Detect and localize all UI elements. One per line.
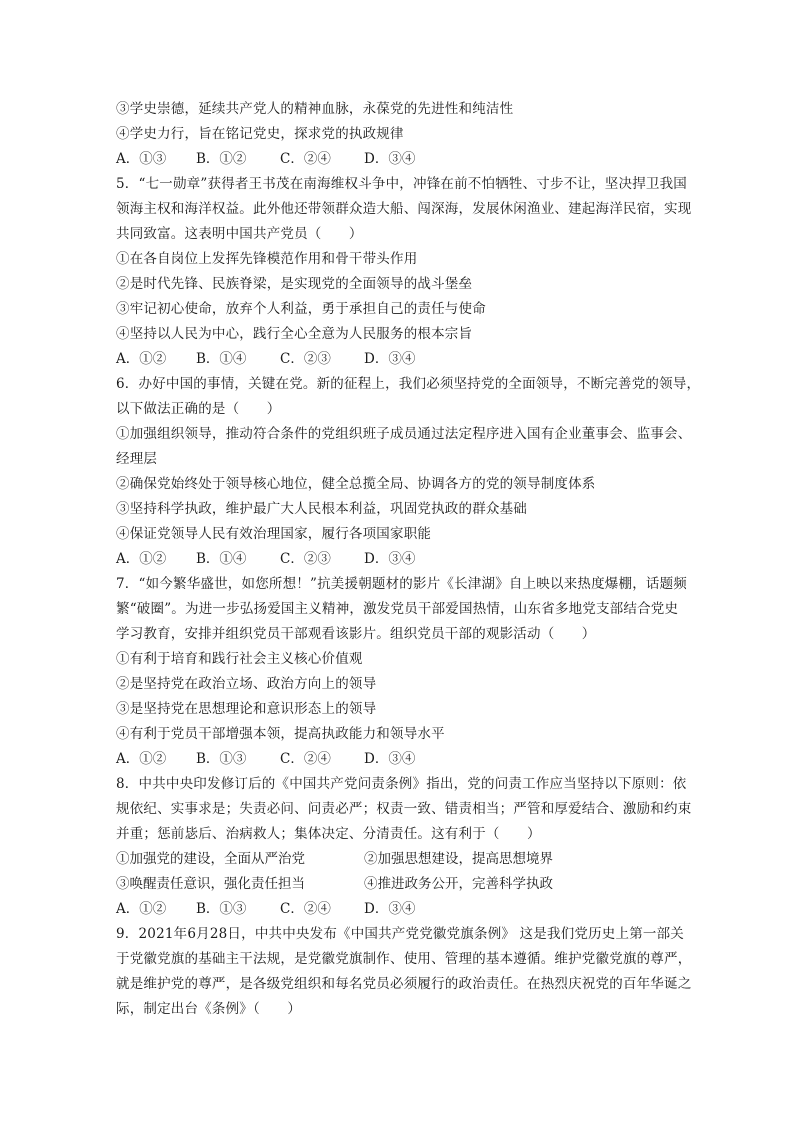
q7-item-4: ④有利于党员干部增强本领，提高执政能力和领导水平 (116, 726, 445, 742)
q5-item-3: ③牢记初心使命，放弃个人利益，勇于承担自己的责任与使命 (116, 301, 486, 317)
q5-item-4: ④坚持以人民为中心，践行全心全意为人民服务的根本宗旨 (116, 326, 473, 342)
q8-item-1: ①加强党的建设，全面从严治党 (116, 851, 305, 867)
q7-option-a: A．①② (116, 751, 167, 767)
q4-option-c: C．②④ (280, 151, 331, 167)
q7-option-d: D．③④ (364, 751, 416, 767)
q6-item-4: ④保证党领导人民有效治理国家，履行各项国家职能 (116, 526, 432, 542)
q8-item-3: ③唤醒责任意识，强化责任担当 (116, 876, 305, 892)
q6-item-2: ②确保党始终处于领导核心地位，健全总揽全局、协调各方的党的领导制度体系 (116, 476, 596, 492)
q7-option-c: C．②④ (280, 751, 331, 767)
q5-option-a: A．①② (116, 351, 167, 367)
q8-stem-line-1: 8．中共中央印发修订后的《中国共产党问责条例》指出，党的问责工作应当坚持以下原则：依 (116, 776, 687, 792)
q6-option-d: D．③④ (364, 551, 416, 567)
q8-option-d: D．③④ (364, 901, 416, 917)
q6-stem-line-2: 以下做法正确的是（ ） (116, 401, 281, 417)
q4-option-b: B．①② (196, 151, 247, 167)
q8-option-c: C．②④ (280, 901, 331, 917)
q7-item-1: ①有利于培育和践行社会主义核心价值观 (116, 651, 363, 667)
q7-item-2: ②是坚持党在政治立场、政治方向上的领导 (116, 676, 377, 692)
q8-stem-line-2: 规依纪、实事求是；失责必问、问责必严；权责一致、错责相当；严管和厚爱结合、激励和约束 (116, 801, 692, 817)
q7-stem-line-1: 7．“如今繁华盛世，如您所想！”抗美援朝题材的影片《长津湖》自上映以来热度爆棚，话题频 (116, 576, 687, 592)
q5-item-2: ②是时代先锋、民族脊梁，是实现党的全面领导的战斗堡垒 (116, 276, 473, 292)
q7-stem-line-3: 学习教育，安排并组织党员干部观看该影片。组织党员干部的观影活动（ ） (116, 626, 596, 642)
q5-stem-line-2: 领海主权和海洋权益。此外他还带领群众造大船、闯深海，发展休闲渔业、建起海洋民宿，实现 (116, 201, 692, 217)
q9-stem-line-2: 于党徽党旗的基础主干法规，是党徽党旗制作、使用、管理的基本遵循。维护党徽党旗的尊严， (116, 951, 692, 967)
q6-item-1-line-2: 经理层 (116, 451, 158, 467)
q5-option-c: C．②③ (280, 351, 331, 367)
q6-option-b: B．①④ (196, 551, 247, 567)
q4-option-a: A．①③ (116, 151, 167, 167)
q8-option-b: B．①③ (196, 901, 247, 917)
q6-item-1-line-1: ①加强组织领导，推动符合条件的党组织班子成员通过法定程序进入国有企业董事会、监事会、 (116, 426, 692, 442)
q8-option-a: A．①② (116, 901, 167, 917)
q6-item-3: ③坚持科学执政，维护最广大人民根本利益，巩固党执政的群众基础 (116, 501, 527, 517)
q8-item-4: ④推进政务公开，完善科学执政 (364, 876, 553, 892)
q7-item-3: ③是坚持党在思想理论和意识形态上的领导 (116, 701, 377, 717)
q6-option-a: A．①② (116, 551, 167, 567)
q9-stem-line-1: 9．2021年6月28日，中共中央发布《中国共产党党徽党旗条例》 这是我们党历史上第一部关 (116, 926, 685, 942)
q4-option-d: D．③④ (364, 151, 416, 167)
q5-stem-line-3: 共同致富。这表明中国共产党员（ ） (116, 226, 363, 242)
q5-item-1: ①在各自岗位上发挥先锋模范作用和骨干带头作用 (116, 251, 418, 267)
q4-item-4: ④学史力行，旨在铭记党史，探求党的执政规律 (116, 126, 404, 142)
q6-option-c: C．②③ (280, 551, 331, 567)
q9-stem-line-3: 就是维护党的尊严，是各级党组织和每名党员必须履行的政治责任。在热烈庆祝党的百年华诞之 (116, 976, 692, 992)
q7-stem-line-2: 繁“破圈”。为进一步弘扬爱国主义精神，激发党员干部爱国热情，山东省多地党支部结合党史 (116, 601, 679, 617)
q7-option-b: B．①③ (196, 751, 247, 767)
q5-option-d: D．③④ (364, 351, 416, 367)
q9-stem-line-4: 际，制定出台《条例》（ ） (116, 1001, 302, 1017)
q4-item-3: ③学史崇德，延续共产党人的精神血脉，永葆党的先进性和纯洁性 (116, 101, 514, 117)
q6-stem-line-1: 6．办好中国的事情，关键在党。新的征程上，我们必须坚持党的全面领导，不断完善党的领导， (116, 376, 701, 392)
q8-stem-line-3: 并重；惩前毖后、治病救人；集体决定、分清责任。这有利于（ ） (116, 826, 541, 842)
q5-option-b: B．①④ (196, 351, 247, 367)
q5-stem-line-1: 5．“七一勋章”获得者王书茂在南海维权斗争中，冲锋在前不怕牺牲、寸步不让，坚决捍卫我国 (116, 176, 687, 192)
q8-item-2: ②加强思想建设，提高思想境界 (364, 851, 553, 867)
